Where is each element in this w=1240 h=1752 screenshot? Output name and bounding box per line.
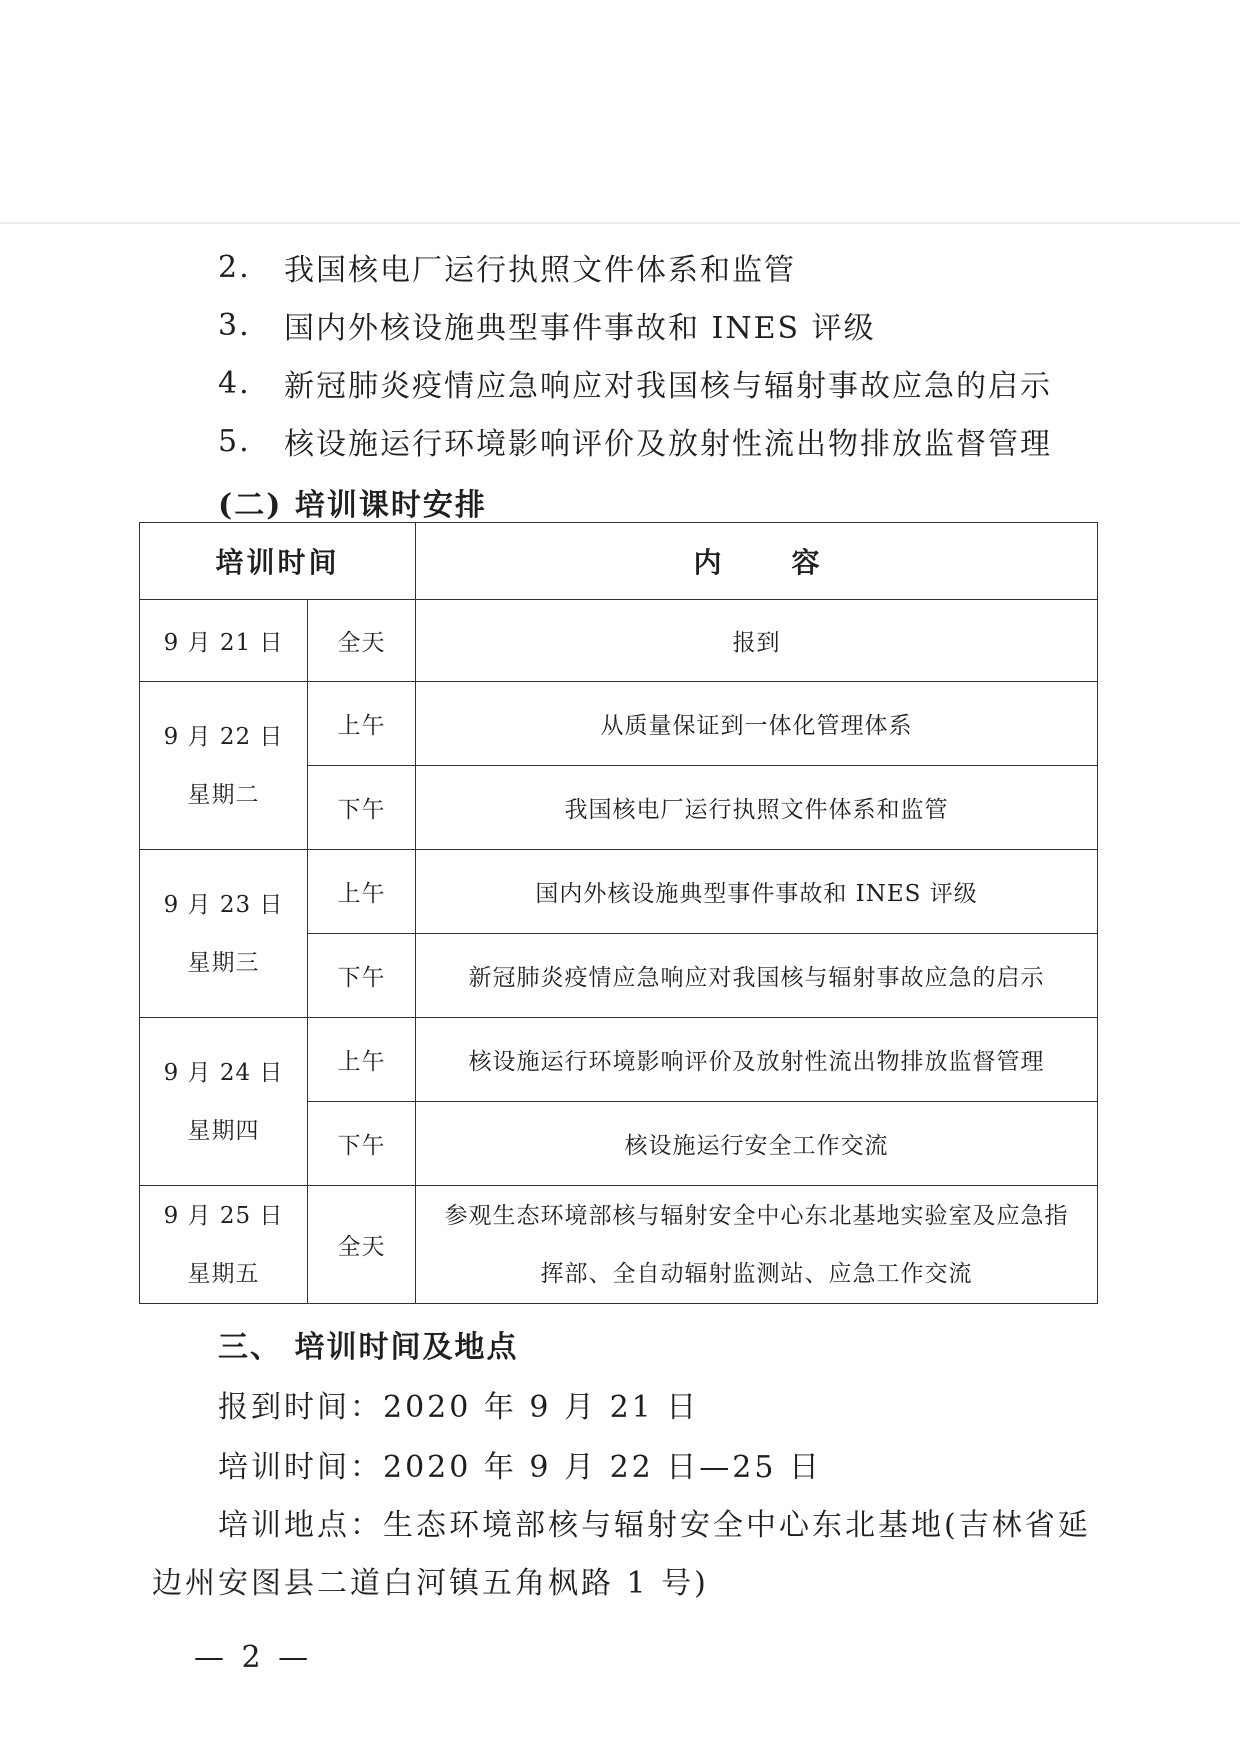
period-cell: 下午 xyxy=(308,1102,416,1186)
list-item-number: 4. xyxy=(218,365,251,401)
period-cell: 全天 xyxy=(308,600,416,682)
content-cell: 核设施运行环境影响评价及放射性流出物排放监督管理 xyxy=(416,1018,1098,1102)
content-cell: 国内外核设施典型事件事故和 INES 评级 xyxy=(416,850,1098,934)
table-header-row xyxy=(140,523,1098,600)
table-row xyxy=(140,682,1098,766)
header-content-text: 内容 xyxy=(693,546,890,579)
topic-list xyxy=(218,238,1118,470)
content-cell: 报到 xyxy=(416,600,1098,682)
table-row xyxy=(140,1186,1098,1304)
period-cell: 上午 xyxy=(308,682,416,766)
location-text-line2: 边州安图县二道白河镇五角枫路 1 号) xyxy=(152,1566,709,1601)
date-cell xyxy=(140,682,308,850)
date-cell xyxy=(140,1186,308,1304)
content-cell xyxy=(416,1186,1098,1304)
content-cell: 核设施运行安全工作交流 xyxy=(416,1102,1098,1186)
weekday-text: 星期二 xyxy=(187,781,260,808)
date-text: 9 月 24 日 xyxy=(163,1059,284,1086)
list-item-text: 核设施运行环境影响评价及放射性流出物排放监督管理 xyxy=(284,427,1052,462)
date-cell xyxy=(140,1018,308,1186)
date-cell xyxy=(140,850,308,1018)
period-cell: 上午 xyxy=(308,850,416,934)
list-item xyxy=(218,238,1118,296)
list-item xyxy=(218,296,1118,354)
table-row xyxy=(140,600,1098,682)
location-text-line1: 培训地点：生态环境部核与辐射安全中心东北基地(吉林省延 xyxy=(218,1508,1091,1543)
list-item-number: 2. xyxy=(218,249,251,285)
section-three-title: 三、 培训时间及地点 xyxy=(218,1330,519,1365)
date-text: 9 月 23 日 xyxy=(163,891,284,918)
list-item-text: 我国核电厂运行执照文件体系和监管 xyxy=(284,253,796,288)
list-item-number: 3. xyxy=(218,307,251,343)
schedule-table xyxy=(139,522,1098,1304)
header-content xyxy=(416,523,1098,600)
content-cell: 从质量保证到一体化管理体系 xyxy=(416,682,1098,766)
list-item xyxy=(218,412,1118,470)
table-row xyxy=(140,850,1098,934)
list-item-text: 新冠肺炎疫情应急响应对我国核与辐射事故应急的启示 xyxy=(284,369,1052,404)
date-cell: 9 月 21 日 xyxy=(140,600,308,682)
weekday-text: 星期五 xyxy=(187,1260,260,1287)
period-cell: 全天 xyxy=(308,1186,416,1304)
training-time-text: 培训时间：2020 年 9 月 22 日—25 日 xyxy=(218,1450,822,1485)
date-text: 9 月 22 日 xyxy=(163,723,284,750)
page-number: — 2 — xyxy=(194,1640,313,1675)
table-row xyxy=(140,1018,1098,1102)
date-text: 9 月 25 日 xyxy=(163,1202,284,1229)
scan-divider xyxy=(0,222,1240,224)
period-cell: 上午 xyxy=(308,1018,416,1102)
period-cell: 下午 xyxy=(308,934,416,1018)
content-line: 参观生态环境部核与辐射安全中心东北基地实验室及应急指 xyxy=(444,1202,1069,1229)
section-two-title: (二) 培训课时安排 xyxy=(218,488,487,523)
list-item-number: 5. xyxy=(218,423,251,459)
header-time: 培训时间 xyxy=(140,523,416,600)
weekday-text: 星期三 xyxy=(187,949,260,976)
content-line: 挥部、全自动辐射监测站、应急工作交流 xyxy=(540,1260,973,1287)
list-item xyxy=(218,354,1118,412)
weekday-text: 星期四 xyxy=(187,1117,260,1144)
report-time-text: 报到时间：2020 年 9 月 21 日 xyxy=(218,1390,700,1425)
list-item-text: 国内外核设施典型事件事故和 INES 评级 xyxy=(284,311,876,346)
content-cell: 新冠肺炎疫情应急响应对我国核与辐射事故应急的启示 xyxy=(416,934,1098,1018)
period-cell: 下午 xyxy=(308,766,416,850)
content-cell: 我国核电厂运行执照文件体系和监管 xyxy=(416,766,1098,850)
